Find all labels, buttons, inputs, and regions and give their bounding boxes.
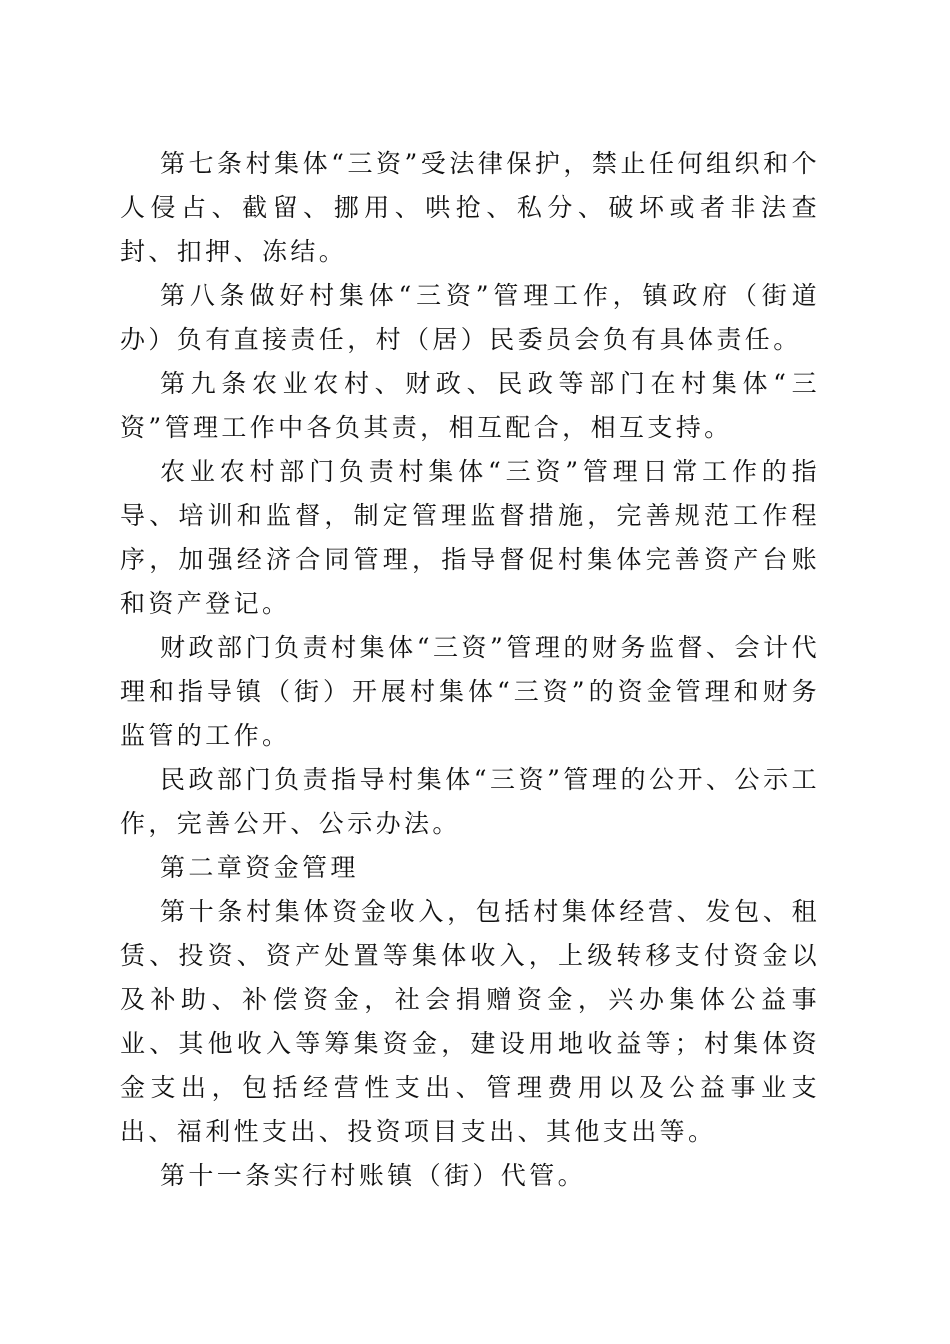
document-page xyxy=(120,142,820,1198)
article-11-paragraph: 第十一条实行村账镇（街）代管。 xyxy=(160,1161,587,1190)
finance-dept-paragraph: 财政部门负责村集体“三资”管理的财务监督、会计代理和指导镇（街）开展村集体“三资”的资金管理和财务监管的工作。 xyxy=(120,633,820,750)
article-8-paragraph: 第八条做好村集体“三资”管理工作，镇政府（街道办）负有直接责任，村（居）民委员会负有具体责任。 xyxy=(120,281,820,354)
article-9-paragraph: 第九条农业农村、财政、民政等部门在村集体“三资”管理工作中各负其责，相互配合，相互支持。 xyxy=(120,369,820,442)
civil-affairs-dept-paragraph: 民政部门负责指导村集体“三资”管理的公开、公示工作，完善公开、公示办法。 xyxy=(120,765,820,838)
chapter-2-heading: 第二章资金管理 xyxy=(160,853,359,882)
article-7-paragraph: 第七条村集体“三资”受法律保护，禁止任何组织和个人侵占、截留、挪用、哄抢、私分、破坏或者非法查封、扣押、冻结。 xyxy=(120,149,820,266)
agriculture-dept-paragraph: 农业农村部门负责村集体“三资”管理日常工作的指导、培训和监督，制定管理监督措施，完善规范工作程序，加强经济合同管理，指导督促村集体完善资产台账和资产登记。 xyxy=(120,457,820,618)
article-10-paragraph: 第十条村集体资金收入，包括村集体经营、发包、租赁、投资、资产处置等集体收入，上级转移支付资金以及补助、补偿资金，社会捐赠资金，兴办集体公益事业、其他收入等筹集资金，建设用地收益等；村集体资金支出，包括经营性支出、管理费用以及公益事业支出、福利性支出、投资项目支出、其他支出等。 xyxy=(120,897,820,1146)
